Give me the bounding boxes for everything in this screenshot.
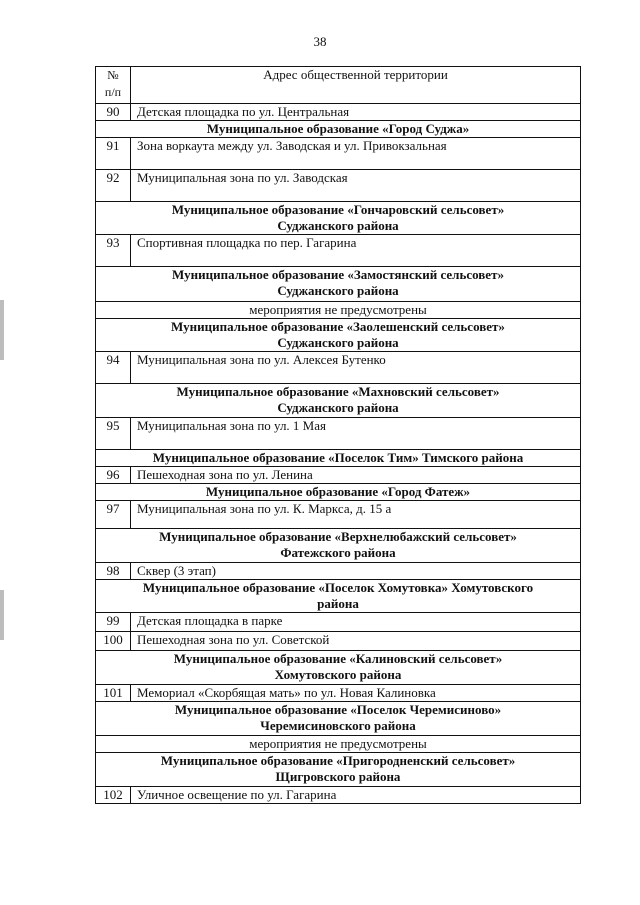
territory-address: Уличное освещение по ул. Гагарина — [131, 787, 581, 804]
municipality-heading-row — [96, 529, 581, 563]
row-number: 92 — [96, 170, 131, 202]
municipality-heading-row — [96, 267, 581, 302]
note-row — [96, 736, 581, 753]
no-activities-note — [96, 302, 581, 319]
municipality-heading-row — [96, 702, 581, 736]
no-activities-note — [96, 736, 581, 753]
municipality-heading-row — [96, 651, 581, 685]
scan-edge-mark — [0, 300, 4, 360]
heading-line: Муниципальное образование «Город Суджа» — [206, 121, 470, 136]
heading-line: Муниципальное образование «Город Фатеж» — [205, 484, 471, 499]
heading-line: Щигровского района — [275, 769, 401, 784]
heading-line: Муниципальное образование «Поселок Тим» Тимского района — [152, 450, 524, 465]
note-row — [96, 302, 581, 319]
number-header-abbr: п/п — [104, 85, 122, 99]
table-row — [96, 138, 581, 170]
table-row — [96, 170, 581, 202]
heading-line: Фатежского района — [280, 545, 396, 560]
table-header-row — [96, 67, 581, 104]
municipality-heading — [96, 484, 581, 501]
municipality-heading — [96, 384, 581, 418]
table-row — [96, 501, 581, 529]
row-number: 90 — [96, 104, 131, 121]
row-number: 91 — [96, 138, 131, 170]
municipality-heading-row — [96, 121, 581, 138]
page-number: 38 — [313, 34, 327, 49]
heading-line: Суджанского района — [277, 218, 399, 233]
territory-address: Пешеходная зона по ул. Ленина — [131, 467, 581, 484]
heading-line: района — [317, 596, 359, 611]
row-number: 102 — [96, 787, 131, 804]
municipality-heading — [96, 202, 581, 235]
table-row — [96, 235, 581, 267]
heading-line: Муниципальное образование «Заолешенский сельсовет» — [171, 319, 505, 334]
municipality-heading-row — [96, 484, 581, 501]
territory-address: Муниципальная зона по ул. Алексея Бутенко — [131, 352, 581, 384]
territory-address: Детская площадка по ул. Центральная — [131, 104, 581, 121]
territory-table — [95, 66, 581, 804]
municipality-heading-row — [96, 753, 581, 787]
heading-line: Суджанского района — [277, 283, 399, 298]
territory-address: Сквер (3 этап) — [131, 563, 581, 580]
address-column-header: Адрес общественной территории — [131, 67, 581, 104]
municipality-heading-row — [96, 450, 581, 467]
municipality-heading-row — [96, 580, 581, 613]
territory-address: Пешеходная зона по ул. Советской — [131, 632, 581, 651]
row-number: 93 — [96, 235, 131, 267]
scan-edge-mark — [0, 590, 4, 640]
municipality-heading — [96, 267, 581, 302]
table-row — [96, 467, 581, 484]
heading-line: Суджанского района — [277, 335, 399, 350]
territory-address: Спортивная площадка по пер. Гагарина — [131, 235, 581, 267]
row-number: 96 — [96, 467, 131, 484]
table-row — [96, 685, 581, 702]
territory-address: Зона воркаута между ул. Заводская и ул. Привокзальная — [131, 138, 581, 170]
row-number: 99 — [96, 613, 131, 632]
table-row — [96, 104, 581, 121]
heading-line: Муниципальное образование «Поселок Хомутовка» Хомутовского — [142, 580, 534, 595]
municipality-heading — [96, 651, 581, 685]
number-header-symbol: № — [107, 68, 119, 82]
note-line: мероприятия не предусмотрены — [249, 302, 427, 317]
note-line: мероприятия не предусмотрены — [249, 736, 427, 751]
municipality-heading-row — [96, 384, 581, 418]
territory-address: Муниципальная зона по ул. Заводская — [131, 170, 581, 202]
heading-line: Хомутовского района — [274, 667, 402, 682]
row-number: 98 — [96, 563, 131, 580]
heading-line: Муниципальное образование «Калиновский сельсовет» — [173, 651, 503, 666]
row-number: 94 — [96, 352, 131, 384]
table-row — [96, 787, 581, 804]
heading-line: Суджанского района — [277, 400, 399, 415]
row-number: 101 — [96, 685, 131, 702]
row-number: 97 — [96, 501, 131, 529]
table-row — [96, 352, 581, 384]
municipality-heading — [96, 450, 581, 467]
municipality-heading — [96, 121, 581, 138]
heading-line: Муниципальное образование «Гончаровский сельсовет» — [171, 202, 505, 217]
municipality-heading-row — [96, 319, 581, 352]
territory-address: Муниципальная зона по ул. К. Маркса, д. 15 а — [131, 501, 581, 529]
table-row — [96, 418, 581, 450]
heading-line: Черемисиновского района — [260, 718, 416, 733]
municipality-heading — [96, 580, 581, 613]
municipality-heading — [96, 529, 581, 563]
territory-address: Мемориал «Скорбящая мать» по ул. Новая Калиновка — [131, 685, 581, 702]
row-number: 100 — [96, 632, 131, 651]
municipality-heading — [96, 753, 581, 787]
heading-line: Муниципальное образование «Верхнелюбажский сельсовет» — [159, 529, 517, 544]
row-number: 95 — [96, 418, 131, 450]
number-column-header — [96, 67, 131, 104]
municipality-heading — [96, 319, 581, 352]
table-row — [96, 613, 581, 632]
heading-line: Муниципальное образование «Махновский сельсовет» — [176, 384, 500, 399]
territory-address: Детская площадка в парке — [131, 613, 581, 632]
municipality-heading — [96, 702, 581, 736]
heading-line: Муниципальное образование «Пригородненский сельсовет» — [160, 753, 516, 768]
heading-line: Муниципальное образование «Поселок Черемисиново» — [174, 702, 502, 717]
territory-address: Муниципальная зона по ул. 1 Мая — [131, 418, 581, 450]
heading-line: Муниципальное образование «Замостянский сельсовет» — [172, 267, 504, 282]
table-row — [96, 632, 581, 651]
table-row — [96, 563, 581, 580]
municipality-heading-row — [96, 202, 581, 235]
